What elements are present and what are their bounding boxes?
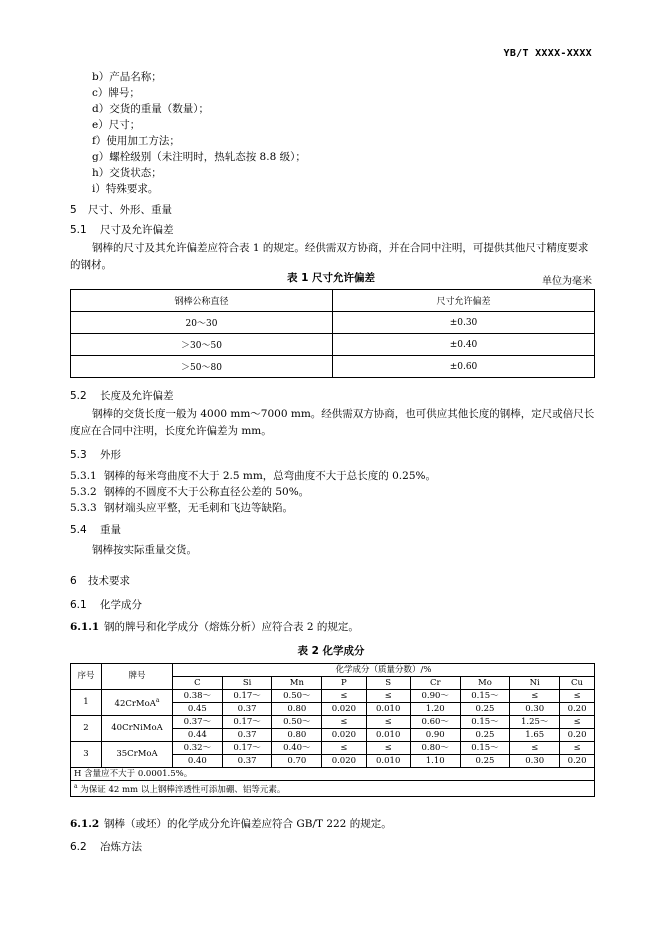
table-cell: ≤ (560, 742, 595, 755)
paragraph-5-1: 钢棒的尺寸及其允许偏差应符合表 1 的规定。经供需双方协商，并在合同中注明，可提供其他尺寸精度要求的钢材。 (70, 242, 589, 271)
table-header: 尺寸允许偏差 (333, 290, 595, 312)
table-cell: 0.70 (272, 755, 322, 768)
table-cell: 0.90 (410, 729, 460, 742)
clause-6-1-1: 6.1.1 钢的牌号和化学成分（熔炼分析）应符合表 2 的规定。 (70, 621, 359, 633)
table-cell: 0.25 (460, 755, 510, 768)
section-heading-6: 6 技术要求 (70, 575, 130, 587)
table-cell: 0.50～ (272, 690, 322, 703)
list-item: i）特殊要求。 (92, 183, 159, 195)
section-heading-6-1: 6.1 化学成分 (70, 599, 142, 611)
doc-code: YB/T XXXX-XXXX (503, 48, 592, 59)
table1-unit: 单位为毫米 (542, 276, 592, 287)
table-header: Mn (272, 677, 322, 690)
table-cell: 0.90～ (410, 690, 460, 703)
table-header: Cu (560, 677, 595, 690)
table-cell: 20～30 (71, 312, 333, 334)
table-cell: 0.60～ (410, 716, 460, 729)
table-cell: 1.65 (510, 729, 560, 742)
table-header: C (173, 677, 223, 690)
table-header: S (366, 677, 410, 690)
list-item: c）牌号； (92, 87, 140, 99)
list-item: g）螺栓级别（未注明时，热轧态按 8.8 级）； (92, 151, 306, 163)
table-cell: ≤ (560, 716, 595, 729)
list-item: b）产品名称； (92, 71, 162, 83)
table-cell: 0.37 (222, 703, 272, 716)
table-cell: 1.20 (410, 703, 460, 716)
list-item: d）交货的重量（数量）； (92, 103, 209, 115)
table-header: Cr (410, 677, 460, 690)
table-cell: 0.010 (366, 729, 410, 742)
table-cell: 0.38～ (173, 690, 223, 703)
clause-5-3-2: 5.3.2 钢棒的不圆度不大于公称直径公差的 50%。 (70, 486, 310, 498)
table-cell: 0.25 (460, 703, 510, 716)
table-cell: ≤ (510, 742, 560, 755)
list-item: h）交货状态； (92, 167, 162, 179)
table-cell: 1.10 (410, 755, 460, 768)
section-heading-5-1: 5.1 尺寸及允许偏差 (70, 224, 174, 236)
chemical-composition-table (70, 663, 595, 797)
table-cell: 2 (71, 716, 102, 742)
table-cell: 0.32～ (173, 742, 223, 755)
table-cell: 1 (71, 690, 102, 716)
table-header: 钢棒公称直径 (71, 290, 333, 312)
table-cell: ≤ (366, 742, 410, 755)
table-cell: 0.17～ (222, 742, 272, 755)
table-cell: 0.010 (366, 755, 410, 768)
table-cell: 0.15～ (460, 716, 510, 729)
table-cell: 0.020 (322, 729, 366, 742)
table-cell: 0.020 (322, 703, 366, 716)
table-cell: 0.37 (222, 755, 272, 768)
table-cell: 0.30 (510, 703, 560, 716)
table-cell: ≤ (322, 716, 366, 729)
clause-6-1-2: 6.1.2 钢棒（或坯）的化学成分允许偏差应符合 GB/T 222 的规定。 (70, 818, 392, 830)
table-cell: 0.20 (560, 755, 595, 768)
table-cell: 0.30 (510, 755, 560, 768)
table-cell: 1.25～ (510, 716, 560, 729)
table-cell: 42CrMoA$^a$ (102, 690, 173, 716)
section-heading-5-3: 5.3 外形 (70, 449, 121, 461)
table-header: 序号 (71, 664, 102, 690)
table-row (71, 312, 595, 334)
table-cell: ≤ (366, 716, 410, 729)
paragraph-5-2: 钢棒的交货长度一般为 4000 mm～7000 mm。经供需双方协商，也可供应其他长度的钢棒，定尺或倍尺长度应在合同中注明，长度允许偏差为 mm。 (70, 408, 595, 437)
table-cell: 40CrNiMoA (102, 716, 173, 742)
table-note-row (71, 768, 595, 781)
table-footnote: $^a$ 为保证 42 mm 以上钢棒淬透性可添加硼、铝等元素。 (71, 781, 595, 797)
table-row (71, 742, 595, 755)
table-cell: 0.20 (560, 729, 595, 742)
table-cell: 0.020 (322, 755, 366, 768)
table-cell: ≤ (560, 690, 595, 703)
table-cell: 0.45 (173, 703, 223, 716)
clause-5-3-1: 5.3.1 钢棒的每米弯曲度不大于 2.5 mm，总弯曲度不大于总长度的 0.25%。 (70, 470, 436, 482)
table-row (71, 356, 595, 378)
clause-5-3-3: 5.3.3 钢材端头应平整，无毛刺和飞边等缺陷。 (70, 502, 293, 514)
table-header: Si (222, 677, 272, 690)
table-cell: 0.44 (173, 729, 223, 742)
table-header: 牌号 (102, 664, 173, 690)
table-cell: ±0.60 (333, 356, 595, 378)
table-cell: ＞30～50 (71, 334, 333, 356)
table-cell: ≤ (510, 690, 560, 703)
table-cell: 35CrMoA (102, 742, 173, 768)
dimension-tolerance-table (70, 289, 595, 378)
paragraph-5-4: 钢棒按实际重量交货。 (92, 544, 197, 556)
table-cell: 0.37～ (173, 716, 223, 729)
table-cell: ±0.30 (333, 312, 595, 334)
table-cell: 0.20 (560, 703, 595, 716)
table-cell: 0.25 (460, 729, 510, 742)
section-heading-5: 5 尺寸、外形、重量 (70, 204, 172, 216)
table-header: P (322, 677, 366, 690)
table-cell: 3 (71, 742, 102, 768)
table2-caption: 表 2 化学成分 (297, 645, 365, 657)
table-cell: 0.17～ (222, 690, 272, 703)
table-cell: ±0.40 (333, 334, 595, 356)
table-header: Ni (510, 677, 560, 690)
table-row (71, 716, 595, 729)
table-cell: 0.80～ (410, 742, 460, 755)
table1-caption: 表 1 尺寸允许偏差 (286, 272, 376, 284)
table-header: 化学成分（质量分数）/% (173, 664, 595, 677)
section-heading-5-4: 5.4 重量 (70, 524, 121, 536)
table-cell: 0.40 (173, 755, 223, 768)
table-cell: 0.37 (222, 729, 272, 742)
table-row (71, 690, 595, 703)
table-row (71, 334, 595, 356)
table-cell: 0.80 (272, 729, 322, 742)
section-heading-5-2: 5.2 长度及允许偏差 (70, 390, 174, 402)
table-cell: 0.15～ (460, 742, 510, 755)
table-cell: ≤ (322, 742, 366, 755)
section-heading-6-2: 6.2 冶炼方法 (70, 841, 142, 853)
table-cell: 0.40～ (272, 742, 322, 755)
table-cell: ≤ (366, 690, 410, 703)
table-header: Mo (460, 677, 510, 690)
table-cell: ＞50～80 (71, 356, 333, 378)
table-cell: 0.80 (272, 703, 322, 716)
table-note: H 含量应不大于 0.0001.5%。 (71, 768, 595, 781)
table-cell: ≤ (322, 690, 366, 703)
list-item: f）使用加工方法； (92, 135, 180, 147)
table-cell: 0.15～ (460, 690, 510, 703)
table-footnote-row (71, 781, 595, 797)
table-cell: 0.17～ (222, 716, 272, 729)
list-item: e）尺寸； (92, 119, 141, 131)
table-cell: 0.50～ (272, 716, 322, 729)
table-cell: 0.010 (366, 703, 410, 716)
